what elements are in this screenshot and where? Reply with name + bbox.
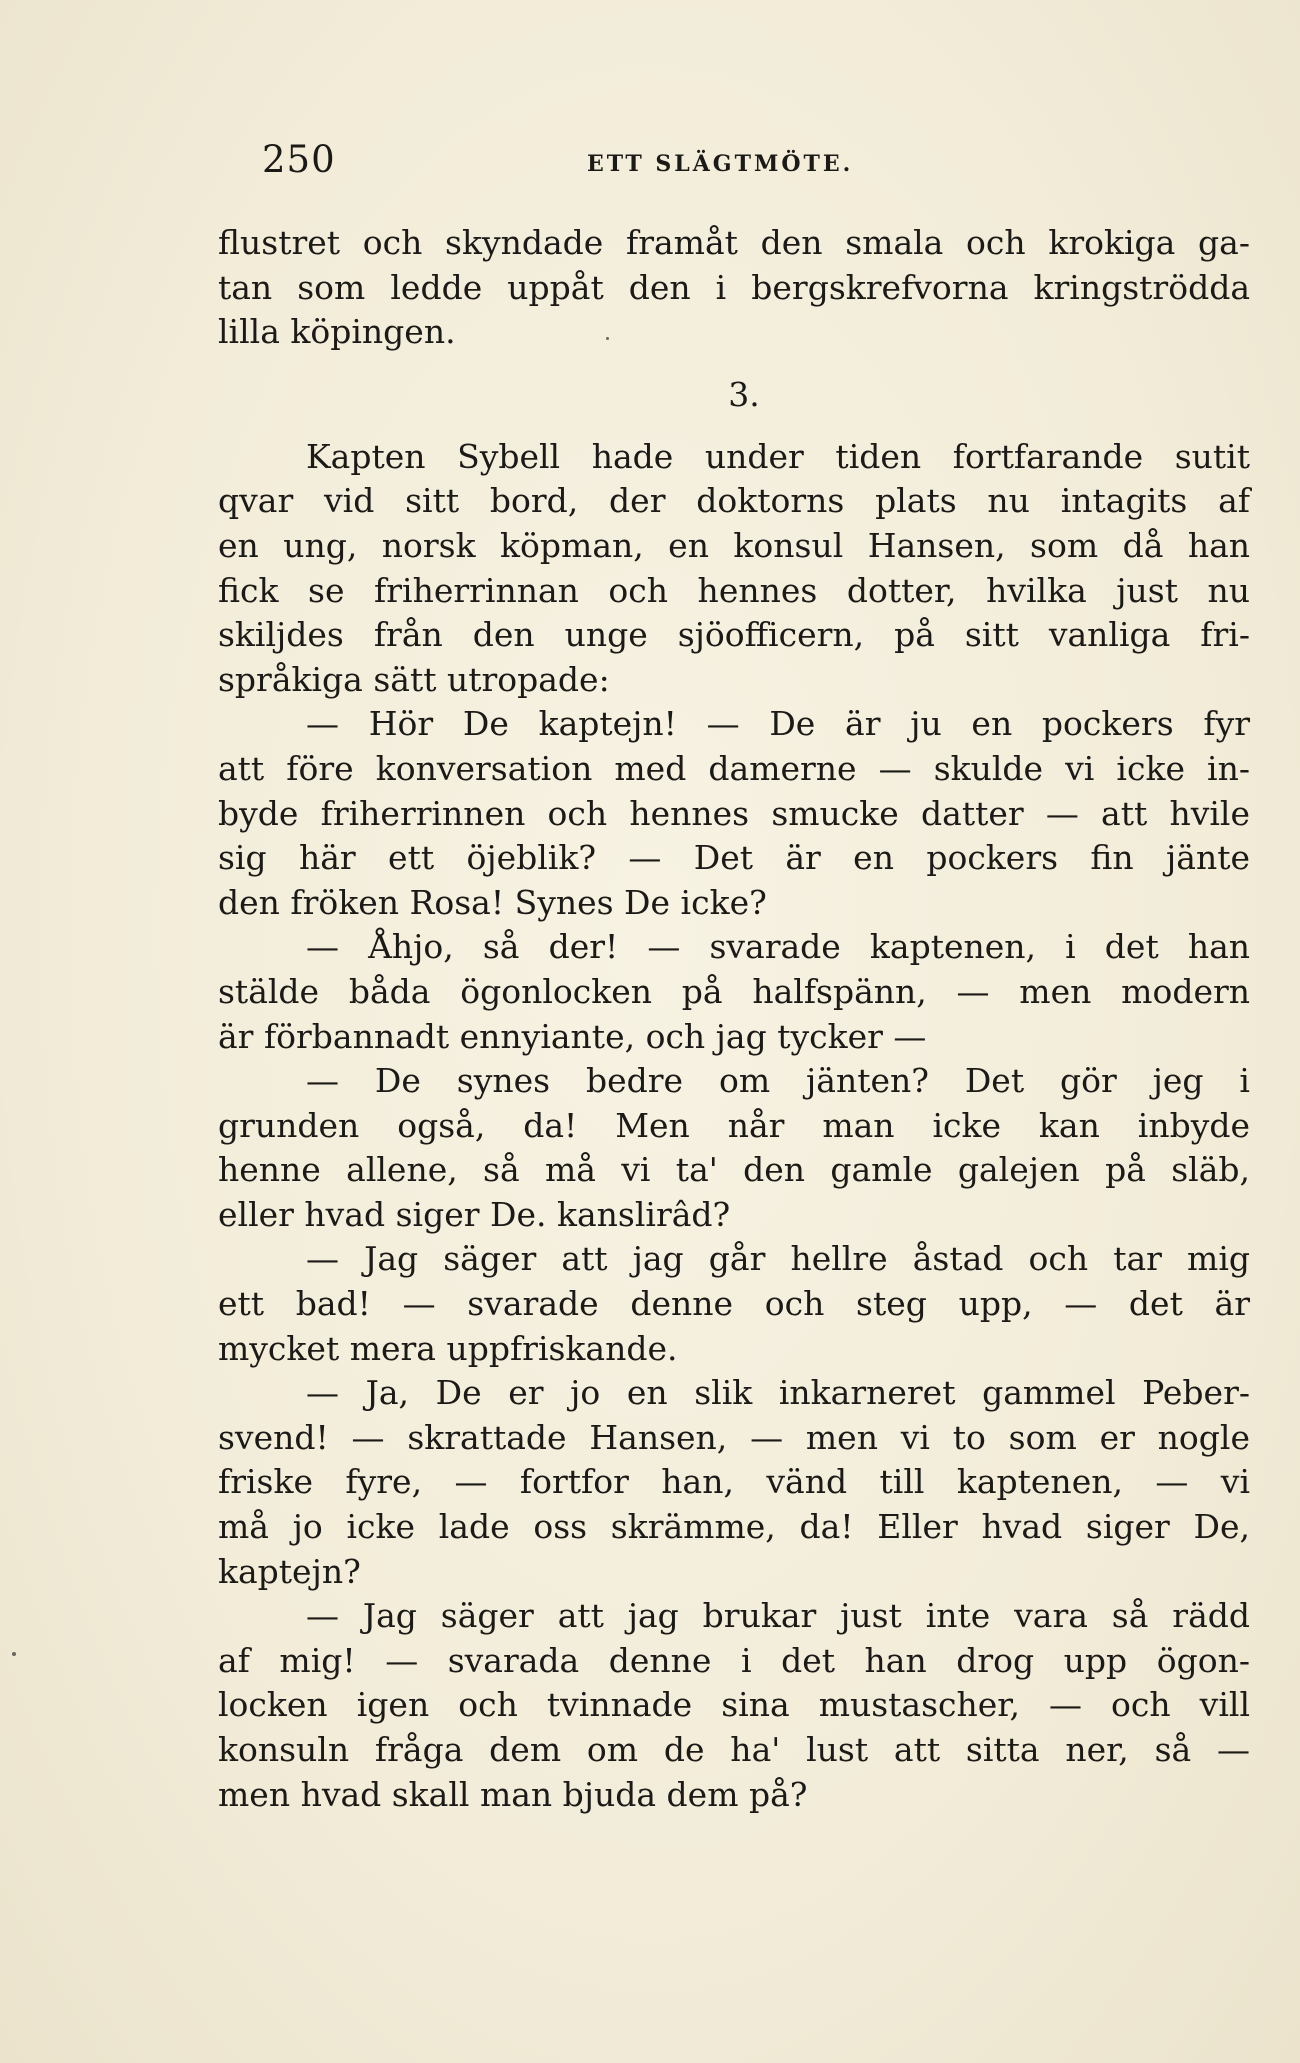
text-line: svend! — skrattade Hansen, — men vi to som er nogle [218,1417,1250,1457]
text-line: qvar vid sitt bord, der doktorns plats nu intagits af [218,481,1250,521]
text-line: flustret och skyndade framåt den smala och krokiga ga- [218,223,1250,262]
text-line: eller hvad siger De. kanslirâd? [218,1194,731,1234]
section-number: 3. [728,374,760,414]
text-line: sig här ett öjeblik? — Det är en pockers fin jänte [218,838,1250,878]
text-line: men hvad skall man bjuda dem på? [218,1774,808,1814]
running-head: ETT SLÄGTMÖTE. [587,151,854,177]
text-line: lilla köpingen. [218,312,456,352]
text-line: grunden også, da! Men når man icke kan inbyde [218,1105,1250,1145]
text-line: af mig! — svarada denne i det han drog upp ögon- [218,1640,1250,1680]
text-line: en ung, norsk köpman, en konsul Hansen, som då han [218,525,1250,565]
text-line: — Hör De kaptejn! — De är ju en pockers fyr [306,704,1250,744]
text-line: byde friherrinnen och hennes smucke datter — att hvile [218,793,1250,833]
text-line: språkiga sätt utropade: [218,659,610,699]
text-line: — Ja, De er jo en slik inkarneret gammel Peber- [306,1373,1250,1413]
text-line: är förbannadt ennyiante, och jag tycker — [218,1016,927,1056]
text-line: ett bad! — svarade denne och steg upp, — det är [218,1284,1250,1324]
text-line: skiljdes från den unge sjöofficern, på sitt vanliga fri- [218,615,1250,655]
text-line: — Jag säger att jag går hellre åstad och tar mig [306,1239,1250,1279]
text-line: — De synes bedre om jänten? Det gör jeg i [306,1061,1250,1101]
text-line: må jo icke lade oss skrämme, da! Eller hvad siger De, [218,1507,1250,1547]
text-line: tan som ledde uppåt den i bergskrefvorna kringströdda [218,267,1250,307]
text-line: — Jag säger att jag brukar just inte vara så rädd [306,1596,1250,1636]
page-header [262,138,1222,198]
text-line: — Åhjo, så der! — svarade kaptenen, i det han [306,927,1250,967]
body-text [218,221,1250,1817]
text-line: att före konversation med damerne — skulde vi icke in- [218,748,1250,788]
text-line: mycket mera uppfriskande. [218,1328,678,1368]
text-line: fick se friherrinnan och hennes dotter, hvilka just nu [218,570,1250,610]
text-line: friske fyre, — fortfor han, vänd till kaptenen, — vi [218,1462,1250,1502]
text-line: konsuln fråga dem om de ha' lust att sitta ner, så — [218,1730,1250,1769]
text-line: locken igen och tvinnade sina mustascher, — och vill [218,1685,1250,1725]
text-line: den fröken Rosa! Synes De icke? [218,882,767,922]
text-line: stälde båda ögonlocken på halfspänn, — men modern [218,971,1250,1011]
text-line: Kapten Sybell hade under tiden fortfarande sutit [306,436,1250,476]
text-line: kaptejn? [218,1551,361,1591]
page-number: 250 [262,138,336,181]
paper-speck [606,337,609,340]
text-line: henne allene, så må vi ta' den gamle galejen på släb, [218,1150,1250,1190]
paper-speck [12,1652,16,1656]
